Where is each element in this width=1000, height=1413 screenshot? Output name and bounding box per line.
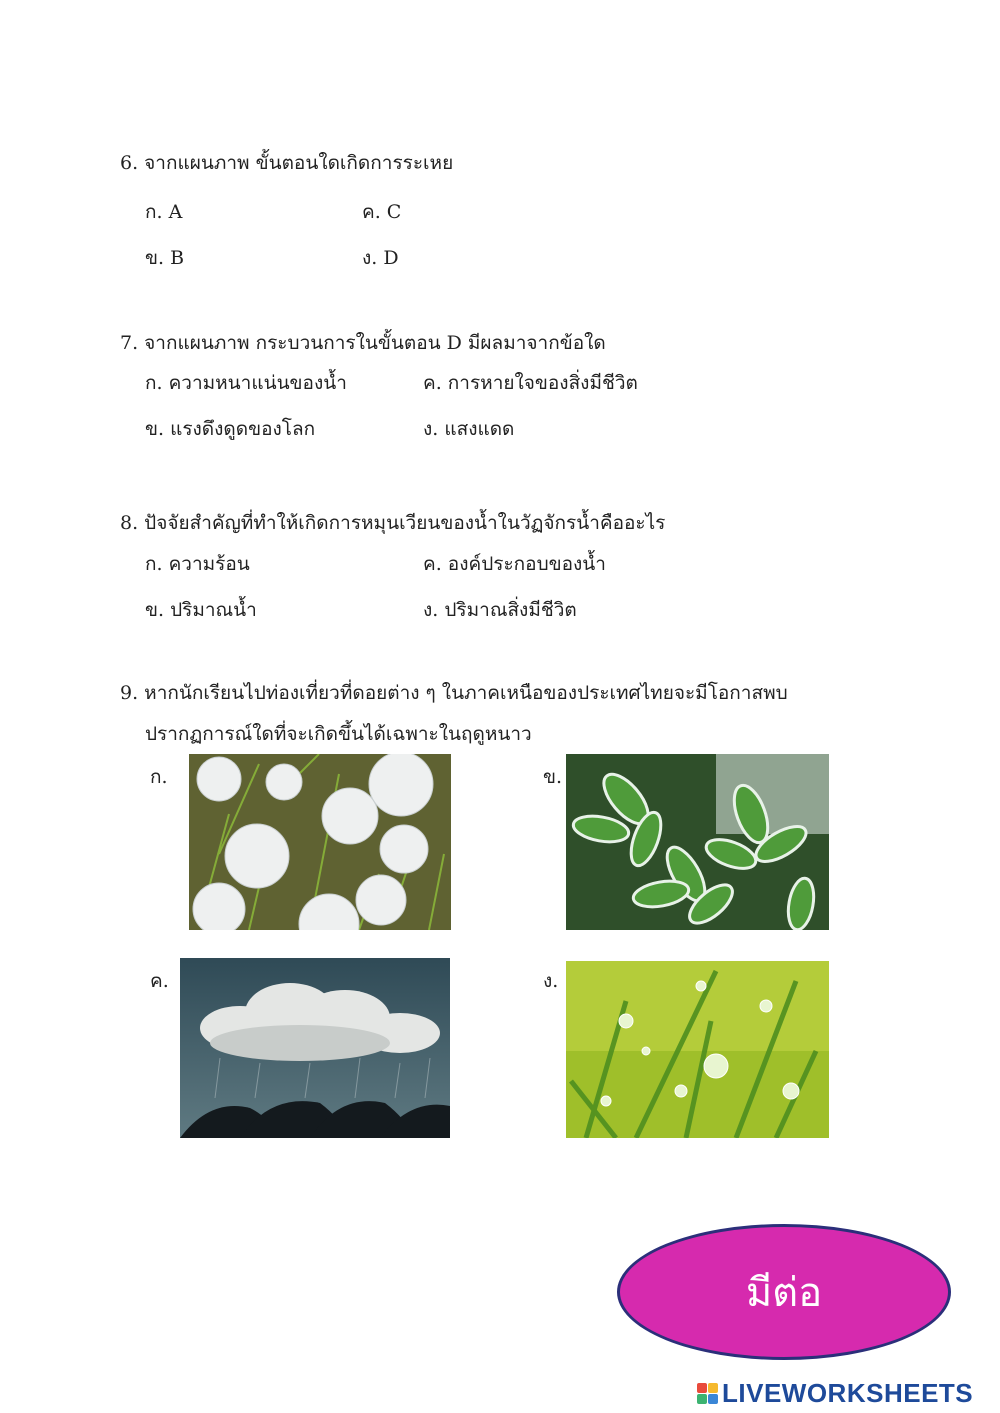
question-6-option-c[interactable]: ค. C [362, 201, 402, 223]
question-9-option-c-label[interactable]: ค. [150, 970, 169, 992]
question-6-text: 6. จากแผนภาพ ขั้นตอนใดเกิดการระเหย [120, 152, 454, 174]
dew-photo[interactable] [566, 961, 829, 1138]
next-button[interactable]: มีต่อ [617, 1224, 951, 1360]
frost-photo[interactable] [566, 754, 829, 930]
question-8-option-b[interactable]: ข. ปริมาณน้ำ [145, 599, 257, 621]
question-9-option-b-label[interactable]: ข. [543, 766, 563, 788]
question-8-option-c[interactable]: ค. องค์ประกอบของน้ำ [423, 553, 606, 575]
question-6-option-a[interactable]: ก. A [145, 201, 183, 223]
brand-name: LIVEWORKSHEETS [722, 1377, 974, 1408]
question-8-text: 8. ปัจจัยสำคัญที่ทำให้เกิดการหมุนเวียนของน้ำในวัฏจักรน้ำคืออะไร [120, 512, 666, 534]
rain-cloud-photo[interactable] [180, 958, 450, 1138]
question-7-option-c[interactable]: ค. การหายใจของสิ่งมีชีวิต [423, 372, 638, 394]
question-7-option-d[interactable]: ง. แสงแดด [423, 418, 515, 440]
liveworksheets-logo-icon [697, 1383, 718, 1404]
question-6-option-b[interactable]: ข. B [145, 247, 185, 269]
question-8-option-d[interactable]: ง. ปริมาณสิ่งมีชีวิต [423, 599, 577, 621]
question-7-option-b[interactable]: ข. แรงดึงดูดของโลก [145, 418, 316, 440]
question-9-text-line1: 9. หากนักเรียนไปท่องเที่ยวที่ดอยต่าง ๆ ในภาคเหนือของประเทศไทยจะมีโอกาสพบ [120, 682, 788, 704]
question-8-option-a[interactable]: ก. ความร้อน [145, 553, 250, 575]
question-9-option-d-label[interactable]: ง. [543, 970, 559, 992]
question-7-option-a[interactable]: ก. ความหนาแน่นของน้ำ [145, 372, 347, 394]
question-7-text: 7. จากแผนภาพ กระบวนการในขั้นตอน D มีผลมาจากข้อใด [120, 332, 606, 354]
question-9-text-line2: ปรากฏการณ์ใดที่จะเกิดขึ้นได้เฉพาะในฤดูหนาว [145, 723, 532, 745]
liveworksheets-logo [697, 1378, 973, 1408]
question-6-option-d[interactable]: ง. D [362, 247, 399, 269]
question-9-option-a-label[interactable]: ก. [150, 766, 168, 788]
hail-photo[interactable] [189, 754, 451, 930]
